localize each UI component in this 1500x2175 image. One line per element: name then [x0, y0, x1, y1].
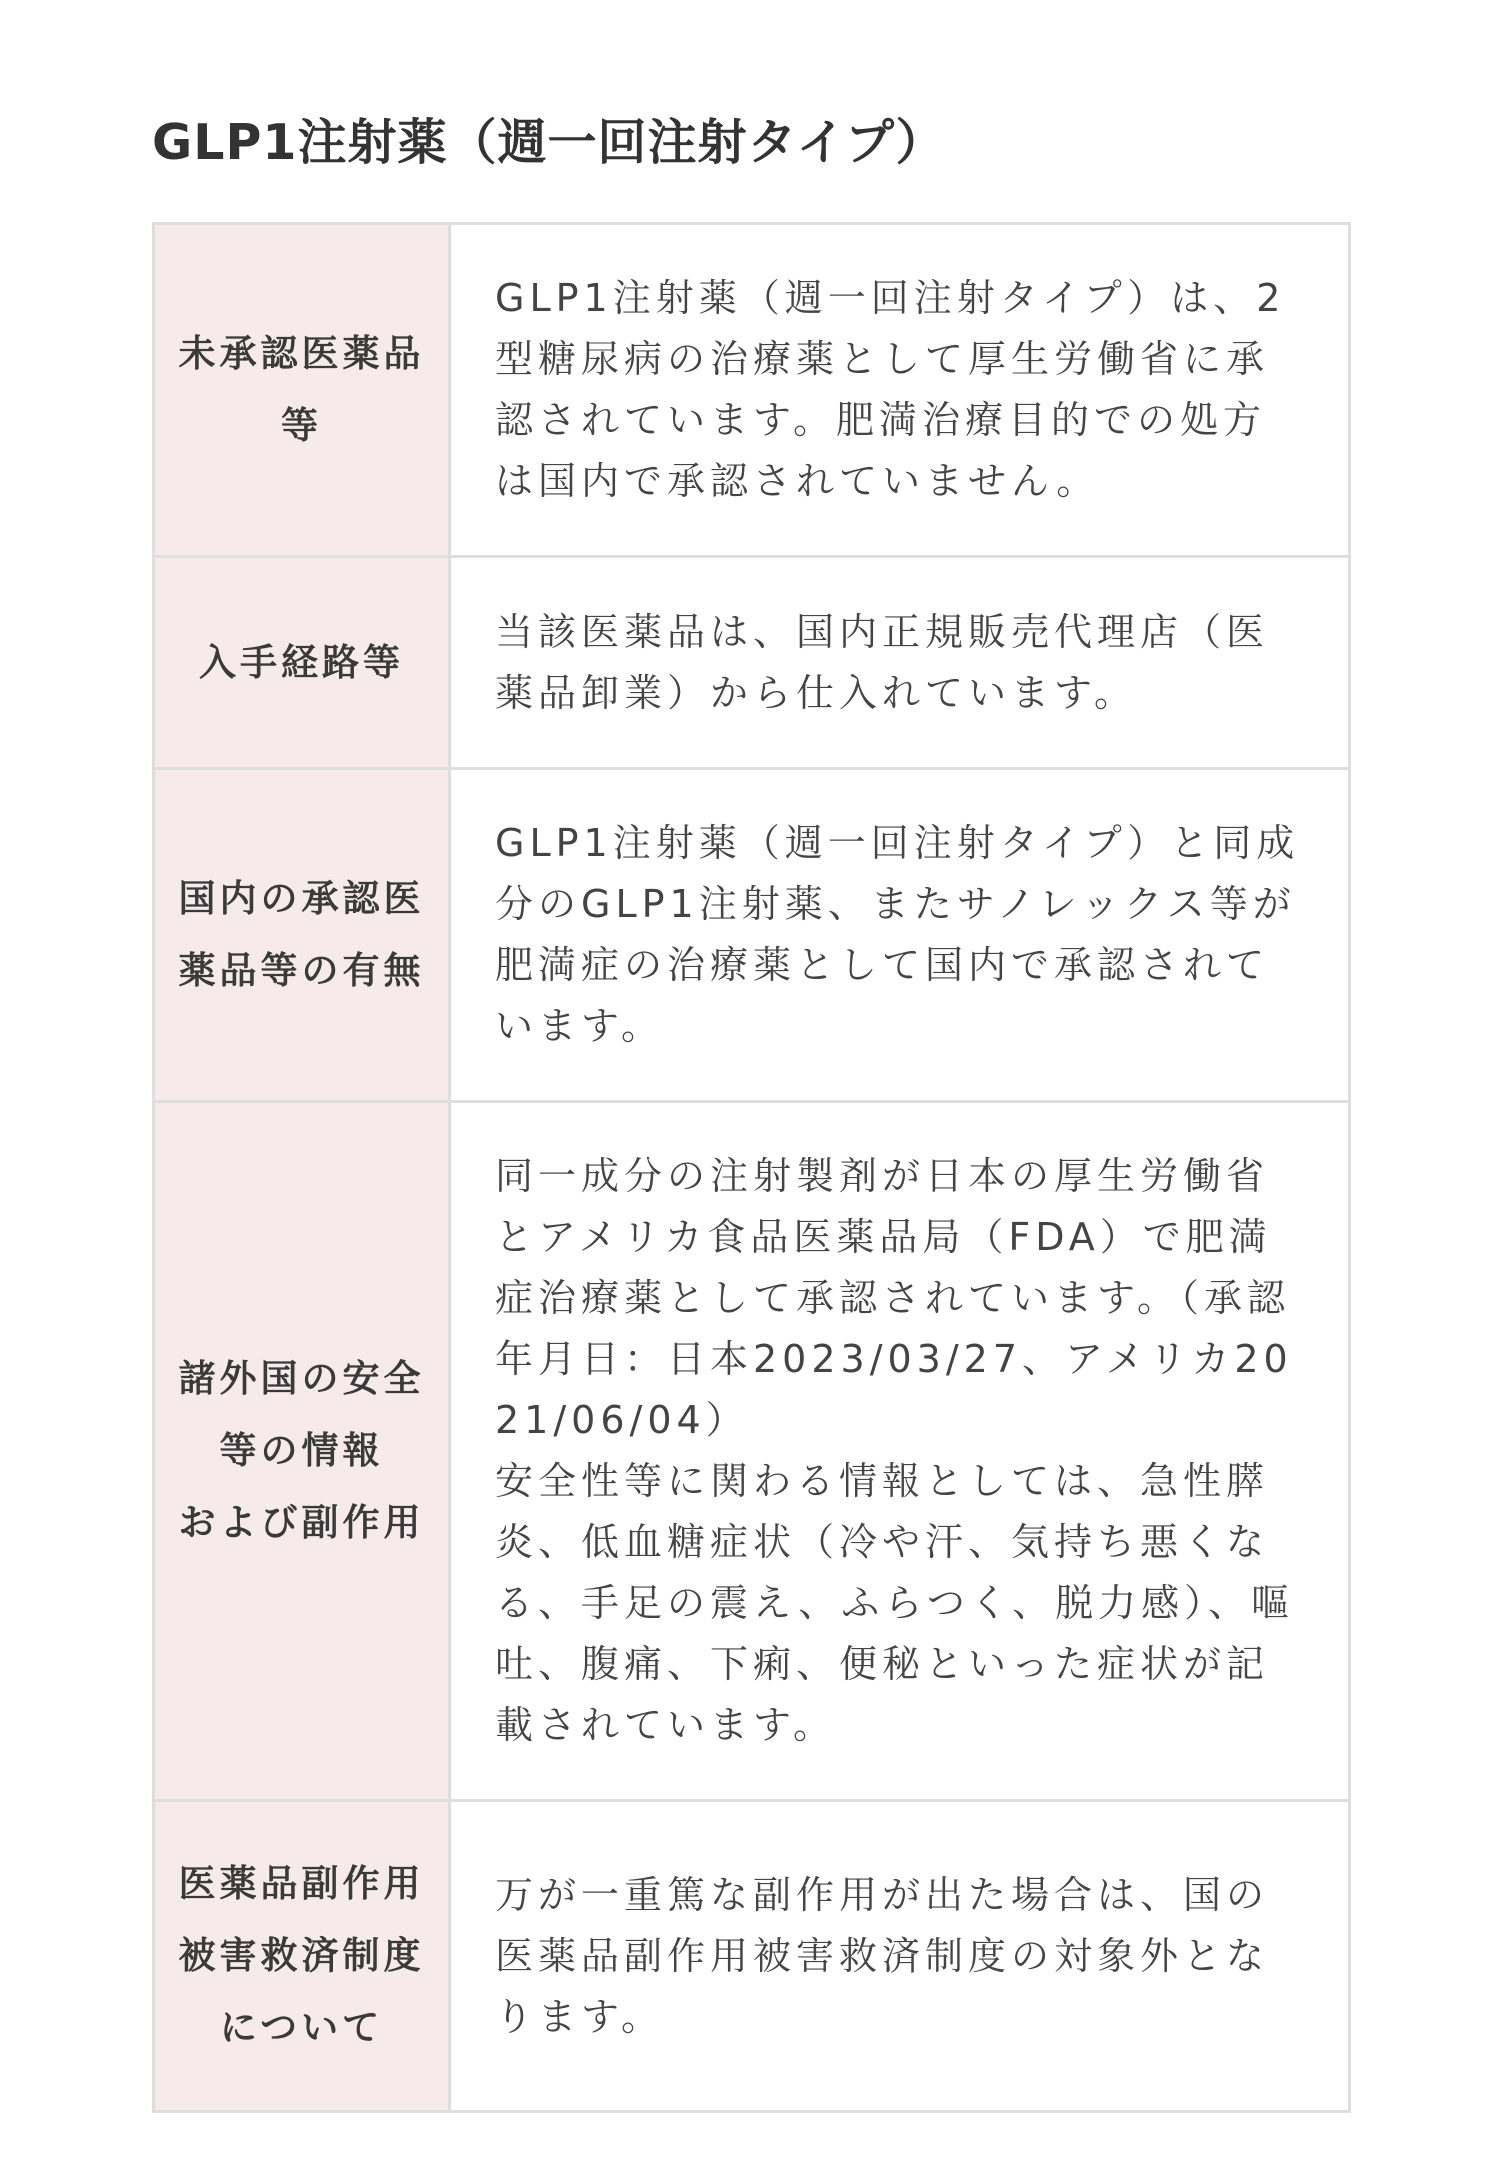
row-description: 同一成分の注射製剤が日本の厚生労働省とアメリカ食品医薬品局（FDA）で肥満症治療薬として承認されています。（承認年月日：日本2023/03/27、アメリカ2021/06/04） 安全性等に関わる情報としては、急性膵炎、低血糖症状（冷や汗、気持ち悪くなる、手足の震え、ふらつく、脱力感）、嘔吐、腹痛、下痢、便秘といった症状が記載されています。 [450, 1102, 1350, 1801]
row-heading-text: 国内の承認医 薬品等の有無 [178, 877, 425, 992]
table-row-acquisition-route [154, 557, 1350, 769]
table-row-foreign-safety-info [154, 1102, 1350, 1801]
row-description: 万が一重篤な副作用が出た場合は、国の医薬品副作用被害救済制度の対象外となります。 [450, 1801, 1350, 2112]
info-table [152, 222, 1351, 2113]
row-heading [154, 224, 450, 557]
table-row-domestic-approval [154, 769, 1350, 1102]
row-heading-text: 医薬品副作用 被害救済制度 について [178, 1862, 425, 2049]
row-heading [154, 557, 450, 769]
row-description: 当該医薬品は、国内正規販売代理店（医薬品卸業）から仕入れています。 [450, 557, 1350, 769]
row-heading [154, 769, 450, 1102]
row-heading-text: 入手経路等 [199, 640, 404, 684]
row-heading [154, 1102, 450, 1801]
page-title: GLP1注射薬（週一回注射タイプ） [152, 114, 946, 171]
table-row-relief-system [154, 1801, 1350, 2112]
row-heading-text: 未承認医薬品 等 [178, 332, 425, 447]
row-heading-text: 諸外国の安全 等の情報 および副作用 [178, 1357, 425, 1544]
row-description: GLP1注射薬（週一回注射タイプ）は、2型糖尿病の治療薬として厚生労働省に承認されています。肥満治療目的での処方は国内で承認されていません。 [450, 224, 1350, 557]
row-description: GLP1注射薬（週一回注射タイプ）と同成分のGLP1注射薬、またサノレックス等が肥満症の治療薬として国内で承認されています。 [450, 769, 1350, 1102]
table-row-unapproved-drug [154, 224, 1350, 557]
row-heading [154, 1801, 450, 2112]
